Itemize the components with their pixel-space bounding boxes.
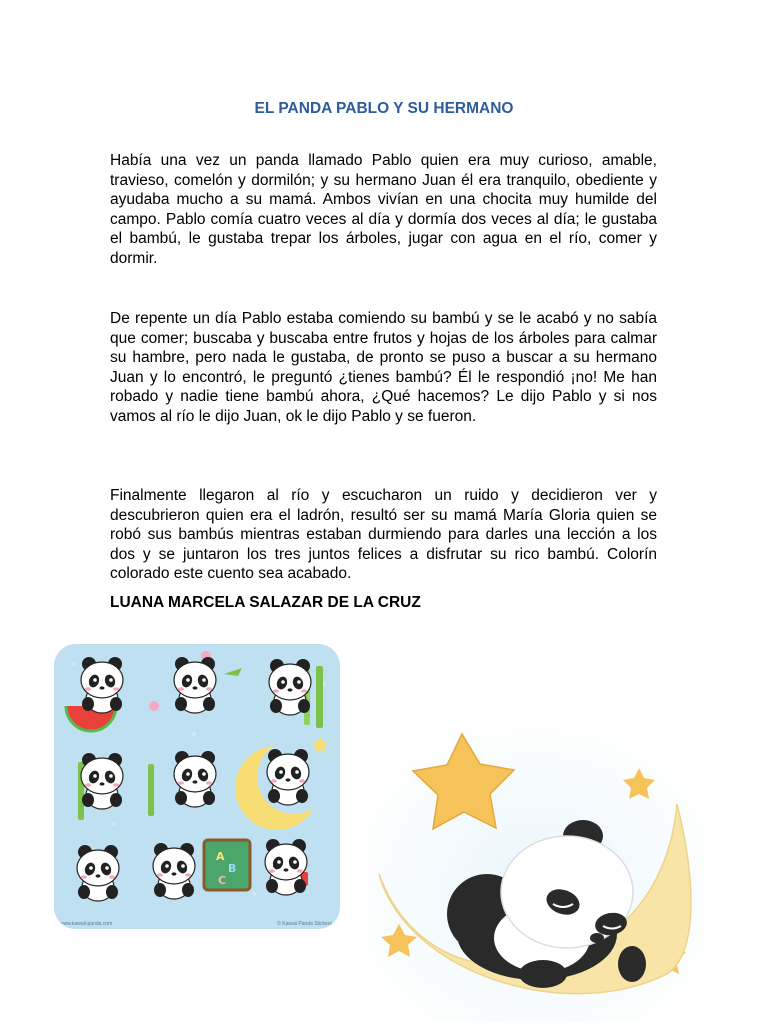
- story-title: EL PANDA PABLO Y SU HERMANO: [254, 100, 514, 117]
- author-name: LUANA MARCELA SALAZAR DE LA CRUZ: [110, 594, 421, 611]
- paragraph-1: Había una vez un panda llamado Pablo quien era muy curioso, amable, travieso, comelón y dormilón; y su hermano Juan él era tranquilo, obediente y ayudaba mucho a su mamá. Ambos vivían en una chocita muy humilde del campo. Pablo comía cuatro veces al día y dormía dos veces al día; le gustaba el bambú, le gustaba trepar los árboles, jugar con agua en el río, comer y dormir.: [110, 152, 657, 267]
- panda-stickers-collage: [54, 644, 340, 929]
- board-letter-c: C: [218, 874, 227, 887]
- collage-footer-left: www.kawaii-panda.com: [60, 921, 113, 927]
- collage-footer-right: © Kawaii Panda Stickers: [277, 921, 332, 927]
- board-letter-a: A: [216, 850, 225, 863]
- board-letter-b: B: [228, 862, 237, 875]
- sleeping-panda-illustration: [367, 724, 705, 1022]
- sleeping-panda-image: [367, 724, 705, 1022]
- panda-stickers-image: [54, 644, 340, 929]
- paragraph-2: De repente un día Pablo estaba comiendo su bambú y se le acabó y no sabía que comer; buscaba y buscaba entre frutos y hojas de los árboles para calmar su hambre, pero nada le gustaba, de pronto se puso a buscar a su hermano Juan y lo encontró, le preguntó ¿tienes bambú? Él le respondió ¡no! Me han robado y nadie tiene bambú ahora, ¿Qué hacemos? Le dijo Pablo y si nos vamos al río le dijo Juan, ok le dijo Pablo y se fueron.: [110, 310, 657, 425]
- paragraph-3: Finalmente llegaron al río y escucharon un ruido y decidieron ver y descubrieron quien era el ladrón, resultó ser su mamá María Gloria quien se robó sus bambús mientras estaban durmiendo para darles una lección a los dos y se juntaron los tres juntos felices a disfrutar su rico bambú. Colorín colorado este cuento sea acabado.: [110, 487, 657, 583]
